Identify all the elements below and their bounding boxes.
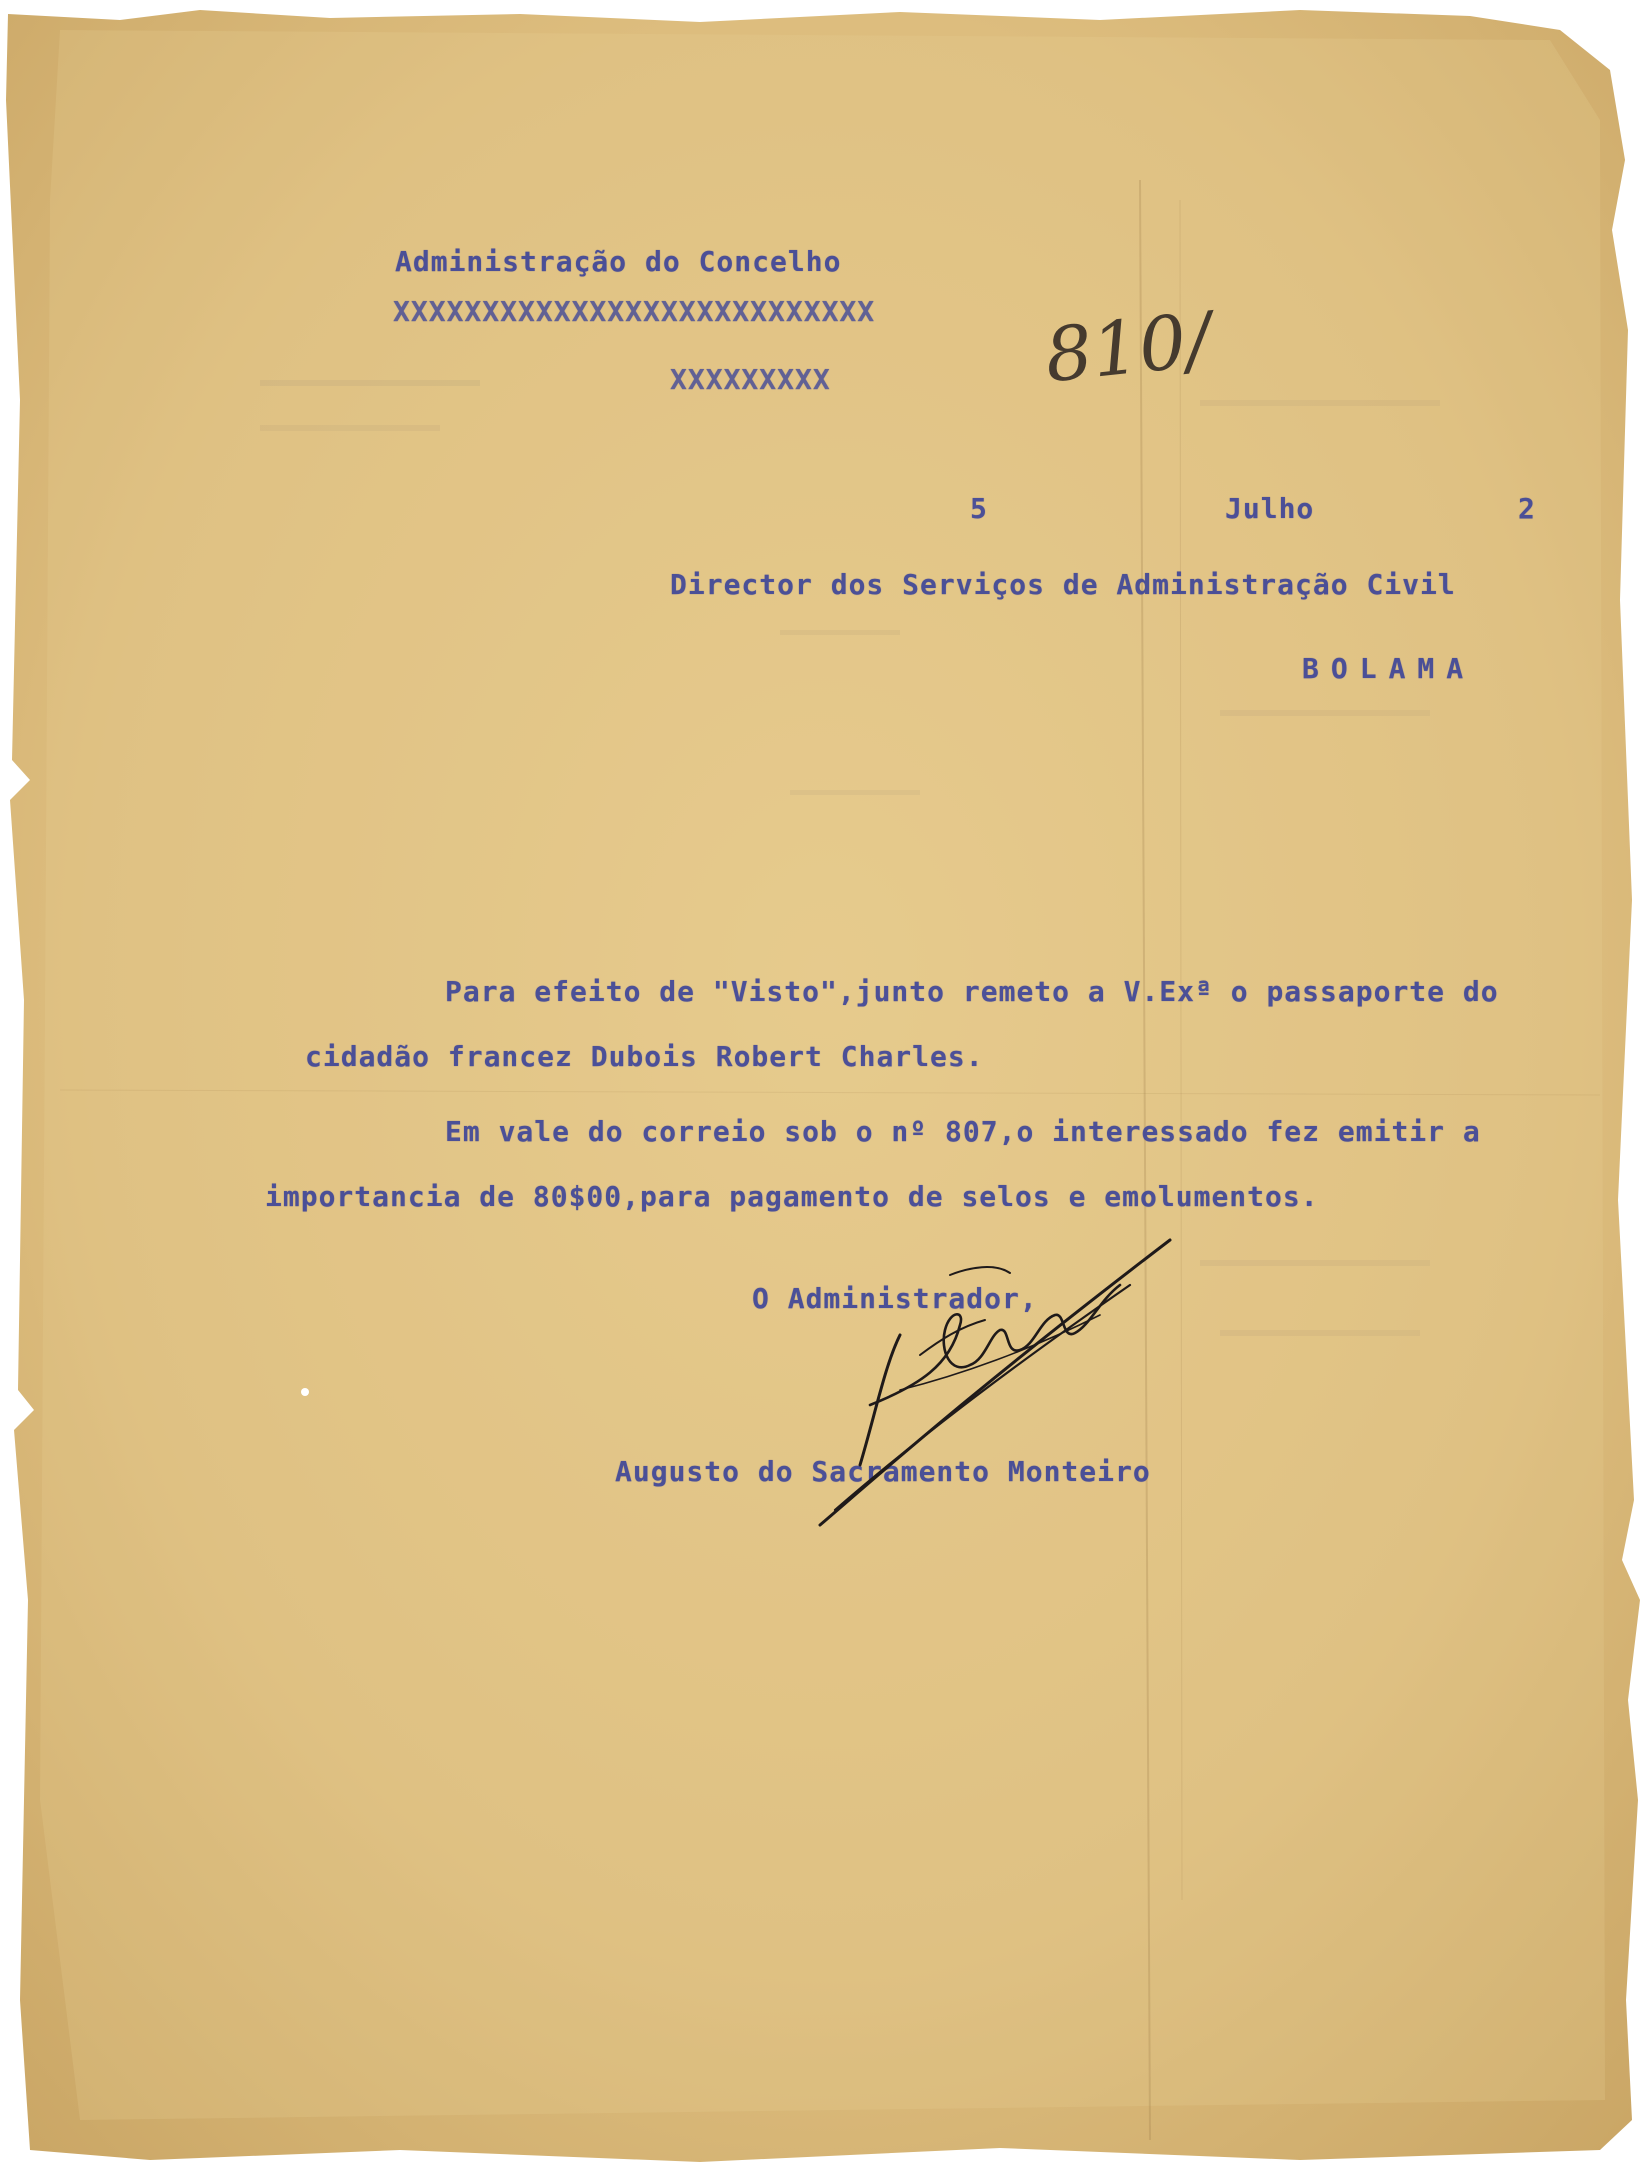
date-year: 2 xyxy=(1518,492,1536,525)
header-crossed-out-word: XXXXXXXXX xyxy=(670,363,831,396)
header-crossed-out-line: XXXXXXXXXXXXXXXXXXXXXXXXXXX xyxy=(393,295,876,328)
recipient-title: Director dos Serviços de Administração Civil xyxy=(670,568,1456,601)
date-day: 5 xyxy=(970,492,988,525)
body-paragraph-1-line-1: Para efeito de "Visto",junto remeto a V.Exª o passaporte do xyxy=(445,975,1499,1008)
body-paragraph-2-line-1: Em vale do correio sob o nº 807,o interessado fez emitir a xyxy=(445,1115,1481,1148)
handwritten-signature xyxy=(800,1215,1190,1535)
header-office-name: Administração do Concelho xyxy=(395,245,842,278)
recipient-place: BOLAMA xyxy=(1302,652,1476,685)
body-paragraph-1-line-2: cidadão francez Dubois Robert Charles. xyxy=(305,1040,984,1073)
body-paragraph-2-line-2: importancia de 80$00,para pagamento de selos e emolumentos. xyxy=(265,1180,1319,1213)
closing-salutation: O Administrador, xyxy=(752,1282,1038,1315)
handwritten-reference-number: 810/ xyxy=(1040,296,1216,400)
signatory-name: Augusto do Sacramento Monteiro xyxy=(615,1455,1151,1488)
date-month: Julho xyxy=(1225,492,1315,525)
